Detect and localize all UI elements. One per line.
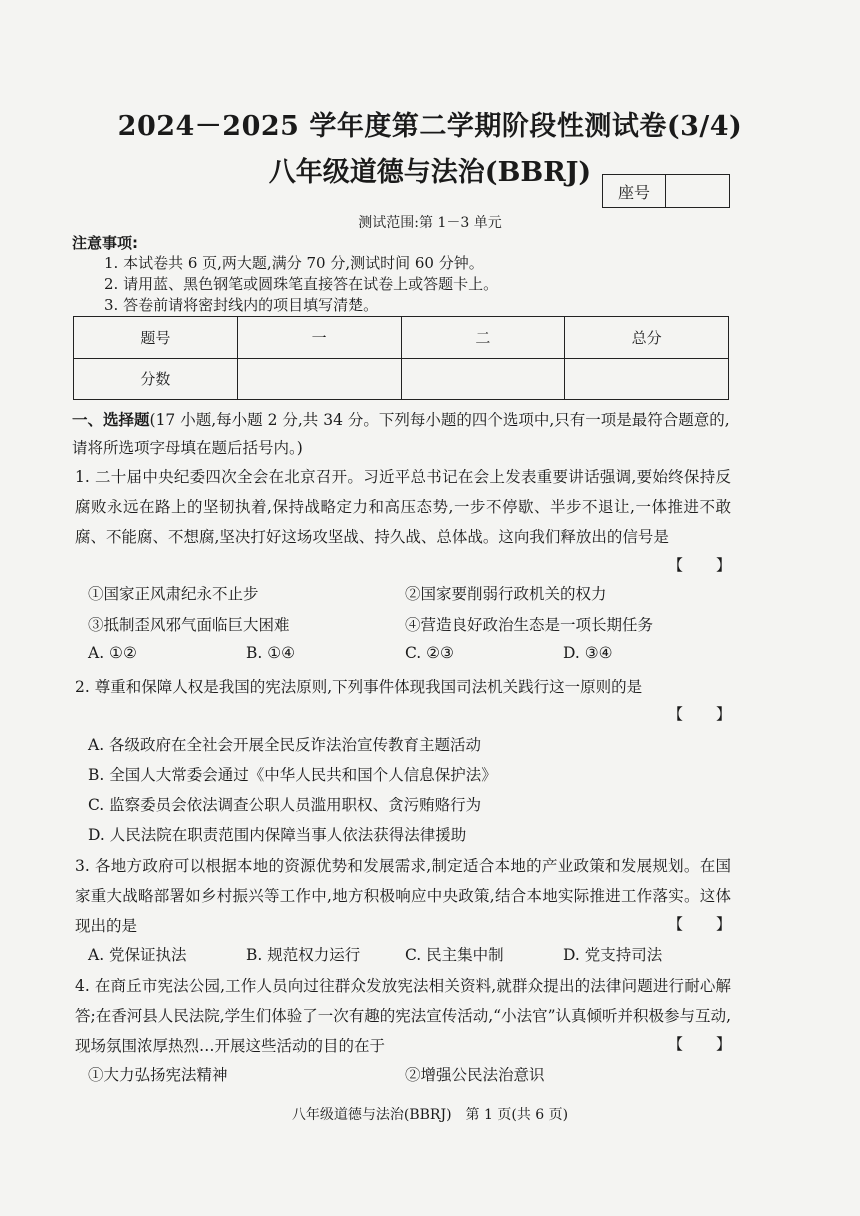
note-item: 1. 本试卷共 6 页,两大题,满分 70 分,测试时间 60 分钟。 xyxy=(104,254,484,272)
question-3-option-a[interactable]: A. 党保证执法 xyxy=(88,946,187,964)
question-text: 4. 在商丘市宪法公园,工作人员向过往群众发放宪法相关资料,就群众提出的法律问题进行耐心解答;在香河县人民法院,学生们体验了一次有趣的宪法宣传活动,“小法官”认真倾听并积极参与互动,现场氛围浓厚热烈…开展这些活动的目的在于 xyxy=(75,977,731,1055)
header-cell: 二 xyxy=(401,317,565,359)
question-1-item: ③抵制歪风邪气面临巨大困难 xyxy=(88,616,290,634)
score-cell[interactable] xyxy=(565,358,729,400)
question-1-option-c[interactable]: C. ②③ xyxy=(405,644,454,662)
exam-subtitle: 八年级道德与法治(BBRJ) xyxy=(268,157,592,188)
question-text: 2. 尊重和保障人权是我国的宪法原则,下列事件体现我国司法机关践行这一原则的是 xyxy=(75,678,643,696)
question-3-option-c[interactable]: C. 民主集中制 xyxy=(405,946,504,964)
section-title: 一、选择题 xyxy=(72,411,150,429)
question-1-option-b[interactable]: B. ①④ xyxy=(246,644,296,662)
table-row xyxy=(74,317,729,359)
notes-title: 注意事项: xyxy=(72,234,138,252)
section-header xyxy=(72,406,732,462)
question-4-stem xyxy=(75,971,731,1061)
header-cell: 总分 xyxy=(565,317,729,359)
question-1-item: ①国家正风肃纪永不止步 xyxy=(88,585,259,603)
question-2-option-b[interactable]: B. 全国人大常委会通过《中华人民共和国个人信息保护法》 xyxy=(88,766,497,784)
question-1-stem xyxy=(75,462,731,552)
question-2-stem xyxy=(75,672,731,702)
section-description: (17 小题,每小题 2 分,共 34 分。下列每小题的四个选项中,只有一项是最符合题意的,请将所选项字母填在题后括号内。) xyxy=(72,411,730,457)
question-1-item: ②国家要削弱行政机关的权力 xyxy=(405,585,607,603)
score-cell[interactable] xyxy=(237,358,401,400)
note-item: 2. 请用蓝、黑色钢笔或圆珠笔直接答在试卷上或答题卡上。 xyxy=(104,275,499,293)
question-3-option-b[interactable]: B. 规范权力运行 xyxy=(246,946,361,964)
question-1-option-d[interactable]: D. ③④ xyxy=(563,644,613,662)
question-3-stem xyxy=(75,851,731,941)
exam-title: 2024－2025 学年度第二学期阶段性测试卷(3/4) xyxy=(117,111,743,142)
table-row xyxy=(74,358,729,400)
question-3-option-d[interactable]: D. 党支持司法 xyxy=(563,946,663,964)
question-4-item: ①大力弘扬宪法精神 xyxy=(88,1066,228,1084)
question-1-option-a[interactable]: A. ①② xyxy=(88,644,137,662)
answer-bracket[interactable]: 【 】 xyxy=(668,705,733,723)
seat-label: 座号 xyxy=(603,175,666,207)
seat-value-field[interactable] xyxy=(666,175,729,207)
answer-bracket[interactable]: 【 】 xyxy=(668,556,733,574)
test-scope: 测试范围:第 1－3 单元 xyxy=(358,215,502,231)
question-text: 3. 各地方政府可以根据本地的资源优势和发展需求,制定适合本地的产业政策和发展规划。在国家重大战略部署如乡村振兴等工作中,地方积极响应中央政策,结合本地实际推进工作落实。这体现出的是 xyxy=(75,857,731,935)
question-4-item: ②增强公民法治意识 xyxy=(405,1066,545,1084)
question-2-option-d[interactable]: D. 人民法院在职责范围内保障当事人依法获得法律援助 xyxy=(88,826,467,844)
header-cell: 一 xyxy=(237,317,401,359)
question-2-option-a[interactable]: A. 各级政府在全社会开展全民反诈法治宣传教育主题活动 xyxy=(88,736,482,754)
question-1-item: ④营造良好政治生态是一项长期任务 xyxy=(405,616,654,634)
note-item: 3. 答卷前请将密封线内的项目填写清楚。 xyxy=(104,296,379,314)
seat-number-box xyxy=(602,174,730,208)
question-text: 1. 二十届中央纪委四次全会在北京召开。习近平总书记在会上发表重要讲话强调,要始终保持反腐败永远在路上的坚韧执着,保持战略定力和高压态势,一步不停歇、半步不退让,一体推进不敢腐、不能腐、不想腐,坚决打好这场攻坚战、持久战、总体战。这向我们释放出的信号是 xyxy=(75,468,731,546)
answer-bracket[interactable]: 【 】 xyxy=(668,1035,733,1053)
score-cell[interactable] xyxy=(401,358,565,400)
score-table xyxy=(73,316,729,400)
header-cell: 题号 xyxy=(74,317,238,359)
page-footer: 八年级道德与法治(BBRJ) 第 1 页(共 6 页) xyxy=(291,1107,569,1123)
answer-bracket[interactable]: 【 】 xyxy=(668,915,733,933)
score-row-label: 分数 xyxy=(74,358,238,400)
question-2-option-c[interactable]: C. 监察委员会依法调查公职人员滥用职权、贪污贿赂行为 xyxy=(88,796,482,814)
